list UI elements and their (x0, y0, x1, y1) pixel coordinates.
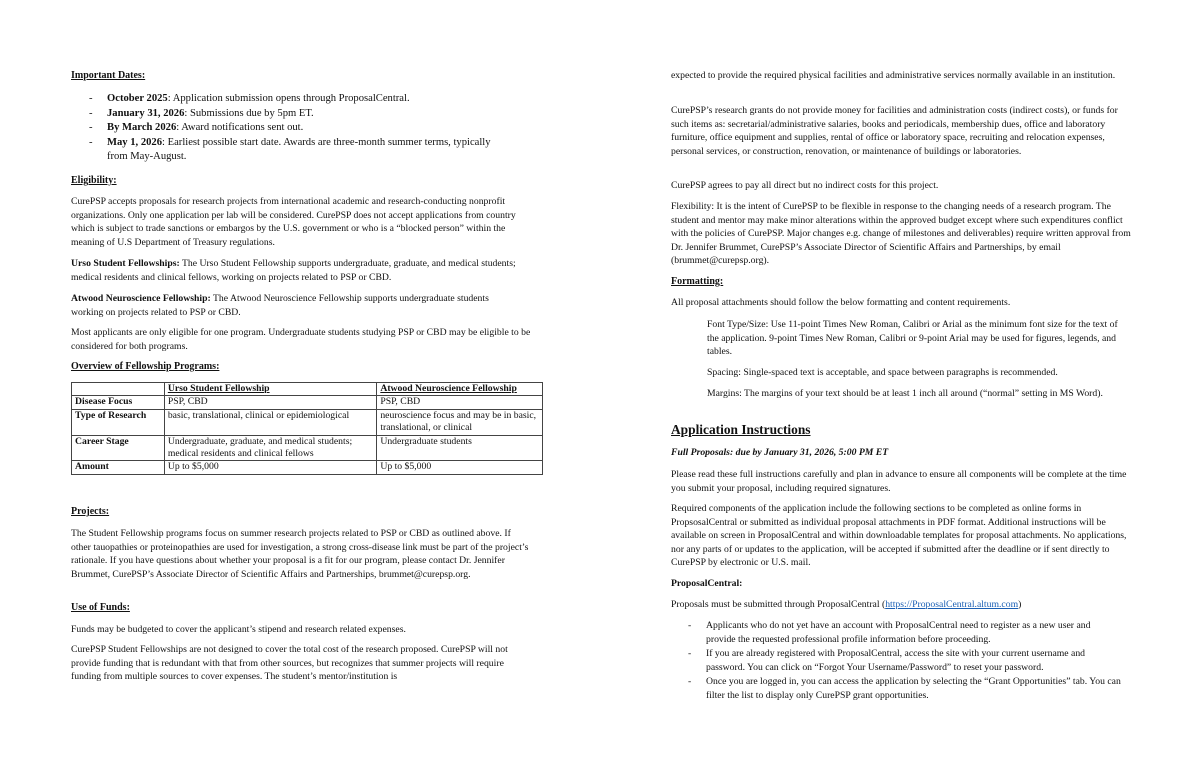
list-item-text: Applicants who do not yet have an account with ProposalCentral need to register as a new user and provide the requested professional profile information before proceeding. (706, 620, 1091, 645)
date-text: : Award notifications sent out. (176, 122, 304, 134)
direct-costs-paragraph: CurePSP agrees to pay all direct but no indirect costs for this project. (671, 180, 939, 191)
table-cell: Undergraduate students (377, 435, 543, 461)
full-proposals-due: Full Proposals: due by January 31, 2026, 5:00 PM ET (671, 447, 889, 458)
formatting-intro: All proposal attachments should follow the below formatting and content requirements. (671, 297, 1011, 308)
table-row (72, 396, 543, 409)
date-text: : Earliest possible start date. Awards are three-month summer terms, typically from May-August. (107, 136, 491, 163)
eligibility-paragraph: CurePSP accepts proposals for research projects from international academic and research-conducting nonprofit organizations. Only one application per lab will be considered. CurePSP does not accept applications from country which is subject to trade sanctions or embargos by the U.S. government or who is a “blocked person” within the meaning of U.S Department of Treasury regulations. (71, 196, 516, 248)
date-item: - May 1, 2026: Earliest possible start date. Awards are three-month summer terms, typically from May-August. (89, 136, 491, 163)
margins-paragraph: Margins: The margins of your text should be at least 1 inch all around (“normal” setting in MS Word). (707, 388, 1103, 399)
table-cell: neuroscience focus and may be in basic, translational, or clinical (377, 409, 543, 435)
date-text: : Submissions due by 5pm ET. (184, 107, 314, 119)
row-label: Type of Research (72, 409, 165, 435)
urso-label: Urso Student Fellowships: (71, 258, 180, 269)
date-item: - By March 2026: Award notifications sent out. (89, 122, 304, 134)
urso-text: The Urso Student Fellowship supports undergraduate, graduate, and medical students; medical residents and clinical fellows, working on projects related to PSP or CBD. (71, 258, 516, 283)
fellowship-table (71, 382, 543, 475)
grants-paragraph: CurePSP’s research grants do not provide money for facilities and administration costs (indirect costs), or funds for such items as: secretarial/administrative salaries, books and periodicals, membership dues, office and laboratory furniture, office equipment and supplies, rental of office or laboratory space, recruiting and relocation expenses, personal services, or construction, renovation, or maintenance of buildings or laboratories. (671, 105, 1118, 157)
table-cell: Up to $5,000 (377, 461, 543, 474)
table-header-cell (72, 383, 165, 396)
proposalcentral-intro (671, 598, 1131, 612)
atwood-label: Atwood Neuroscience Fellowship: (71, 293, 211, 304)
projects-paragraph: The Student Fellowship programs focus on summer research projects related to PSP or CBD as outlined above. If other tauopathies or proteinopathies are used for investigation, a strong cross-disease link must be part of the project’s rationale. If you have questions about whether your proposal is a fit for our program, please contact Dr. Jennifer Brummet, CurePSP’s Associate Director of Scientific Affairs and Partnerships, brummet@curepsp.org. (71, 528, 529, 580)
overview-heading: Overview of Fellowship Programs: (71, 361, 220, 372)
table-cell: PSP, CBD (377, 396, 543, 409)
table-header-row (72, 383, 543, 396)
table-header-cell: Atwood Neuroscience Fellowship (377, 383, 543, 396)
pc-intro-close: ) (1018, 599, 1022, 610)
date-label: May 1, 2026 (107, 136, 163, 148)
formatting-heading: Formatting: (671, 276, 724, 287)
table-row (72, 461, 543, 474)
list-item: - Applicants who do not yet have an account with ProposalCentral need to register as a new user and provide the requested professional profile information before proceeding. (688, 620, 1091, 645)
continued-paragraph: expected to provide the required physical facilities and administrative services normally available in an institution. (671, 70, 1116, 81)
funds-paragraph-1: Funds may be budgeted to cover the applicant’s stipend and research related expenses. (71, 624, 406, 635)
use-of-funds-heading: Use of Funds: (71, 602, 130, 613)
table-row (72, 435, 543, 461)
pc-intro-text: Proposals must be submitted through ProposalCentral ( (671, 599, 886, 610)
funds-paragraph-2: CurePSP Student Fellowships are not designed to cover the total cost of the research proposed. CurePSP will not provide funding that is redundant with that from other sources, but recognizes that summer projects will require funding from multiple sources to cover expenses. The student’s mentor/institution is (71, 644, 508, 683)
atwood-text: The Atwood Neuroscience Fellowship supports undergraduate students working on projects related to PSP or CBD. (71, 293, 489, 318)
row-label: Amount (72, 461, 165, 474)
table-cell: Up to $5,000 (164, 461, 377, 474)
eligible-note: Most applicants are only eligible for one program. Undergraduate students studying PSP or CBD may be eligible to be considered for both programs. (71, 327, 531, 352)
row-label: Disease Focus (72, 396, 165, 409)
proposalcentral-heading: ProposalCentral: (671, 578, 743, 589)
date-text: : Application submission opens through ProposalCentral. (167, 93, 410, 104)
table-row (72, 409, 543, 435)
read-instructions-paragraph: Please read these full instructions carefully and plan in advance to ensure all components will be complete at the time you submit your proposal, including required signatures. (671, 469, 1127, 494)
important-dates-heading: Important Dates: (71, 70, 146, 81)
date-label: October 2025 (107, 93, 168, 104)
row-label: Career Stage (72, 435, 165, 461)
date-label: January 31, 2026 (107, 107, 185, 119)
flexibility-paragraph: Flexibility: It is the intent of CurePSP to be flexible in response to the changing needs of a research program. The student and mentor may make minor alterations within the approved budget except where such expenditures conflict with the policies of CurePSP. Major changes e.g. change of milestones and deliverables) require written approval from Dr. Jennifer Brummet, CurePSP’s Associate Director of Scientific Affairs and Partnerships, by email (brummet@curepsp.org). (671, 201, 1131, 267)
important-dates-list (71, 92, 511, 165)
eligibility-heading: Eligibility: (71, 175, 117, 186)
proposalcentral-link[interactable]: https://ProposalCentral.altum.com (885, 599, 1019, 610)
table-cell: PSP, CBD (164, 396, 377, 409)
table-cell: basic, translational, clinical or epidemiological (164, 409, 377, 435)
date-item: - January 31, 2026: Submissions due by 5pm ET. (89, 107, 314, 119)
urso-paragraph (71, 257, 531, 284)
list-item: - If you are already registered with ProposalCentral, access the site with your current username and password. You can click on “Forgot Your Username/Password” to reset your password. (688, 648, 1086, 673)
list-item: - Once you are logged in, you can access the application by selecting the “Grant Opportunities” tab. You can filter the list to display only CurePSP grant opportunities. (688, 676, 1121, 701)
atwood-paragraph (71, 292, 511, 319)
spacing-paragraph: Spacing: Single-spaced text is acceptable, and space between paragraphs is recommended. (707, 367, 1058, 378)
table-cell: Undergraduate, graduate, and medical students; medical residents and clinical fellows (164, 435, 377, 461)
font-paragraph: Font Type/Size: Use 11-point Times New Roman, Calibri or Arial as the minimum font size for the text of the application. 9-point Times New Roman, Calibri or 9-point Arial may be used for figures, legends, and tables. (707, 319, 1118, 358)
application-instructions-heading: Application Instructions (671, 422, 811, 437)
proposalcentral-list (671, 619, 1121, 704)
list-item-text: If you are already registered with ProposalCentral, access the site with your current username and password. You can click on “Forgot Your Username/Password” to reset your password. (706, 648, 1086, 673)
required-components-paragraph: Required components of the application include the following sections to be completed as online forms in PropsosalCentral or submitted as individual proposal attachments in PDF format. Additional instructions will be available on screen in ProposalCentral and within downloadable templates for proposal attachments. No applications, nor any parts of or updates to the application, will be accepted if submitted after the deadline or if sent directly to CurePSP by electronic or U.S. mail. (671, 503, 1127, 569)
table-header-cell: Urso Student Fellowship (164, 383, 377, 396)
date-label: By March 2026 (107, 122, 177, 134)
projects-heading: Projects: (71, 506, 110, 517)
list-item-text: Once you are logged in, you can access the application by selecting the “Grant Opportunities” tab. You can filter the list to display only CurePSP grant opportunities. (706, 676, 1121, 701)
date-item: - October 2025: Application submission opens through ProposalCentral. (89, 93, 410, 104)
